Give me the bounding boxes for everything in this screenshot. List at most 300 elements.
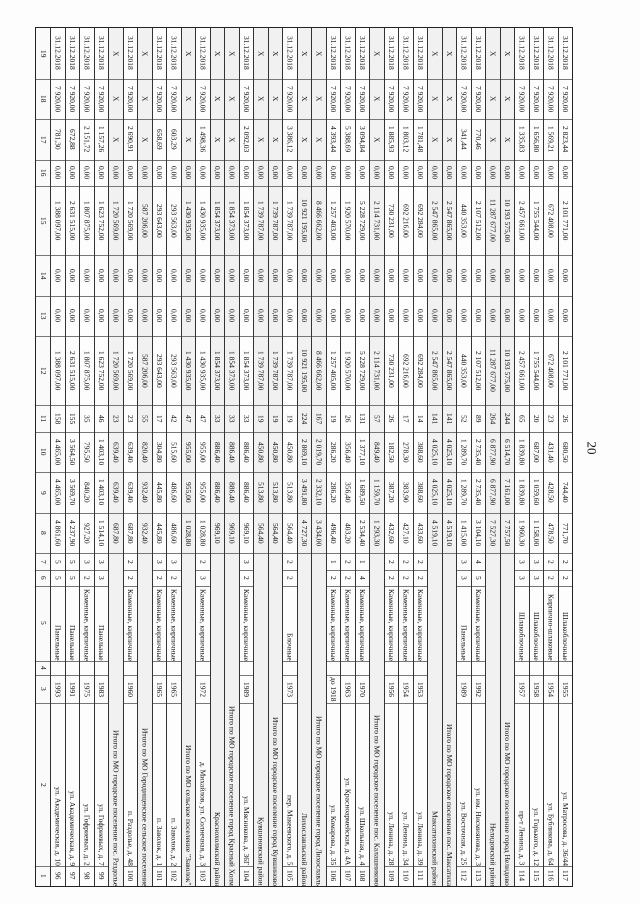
table-cell: 0,00 xyxy=(53,309,63,323)
table-cell: 7 920,00 xyxy=(169,85,179,113)
cell-divider xyxy=(254,513,268,514)
cell-divider xyxy=(370,432,384,433)
table-cell: 2 xyxy=(561,559,571,564)
cell-divider xyxy=(254,432,268,433)
table-cell: 31.12.2018 xyxy=(387,36,397,71)
address-cell: ул. Ленина, д. 28 xyxy=(387,812,397,866)
table-cell: 770,46 xyxy=(474,129,484,150)
cell-divider xyxy=(341,255,355,256)
cell-divider xyxy=(399,586,413,587)
cell-divider xyxy=(240,405,254,406)
cell-divider xyxy=(341,186,355,187)
summary-row xyxy=(442,28,457,886)
cell-divider xyxy=(95,336,109,337)
cell-divider xyxy=(66,570,80,571)
cell-divider xyxy=(240,79,254,80)
table-cell: 0,00 xyxy=(445,166,455,180)
table-cell: 0,00 xyxy=(430,166,440,180)
table-cell: 0,00 xyxy=(242,166,252,180)
cell-divider xyxy=(283,472,297,473)
cell-divider xyxy=(66,553,80,554)
table-cell: 5 xyxy=(53,559,63,564)
table-cell: Шлакоблочные xyxy=(532,612,542,661)
table-cell: 1 839,80 xyxy=(517,438,527,466)
table-cell: 932,40 xyxy=(140,522,150,544)
cell-divider xyxy=(95,119,109,120)
cell-divider xyxy=(196,119,210,120)
table-cell: 0,00 xyxy=(343,309,353,323)
table-cell: 1 739 787,00 xyxy=(285,200,295,241)
cell-divider xyxy=(240,296,254,297)
table-cell: 31.12.2018 xyxy=(53,36,63,71)
cell-divider xyxy=(124,513,138,514)
table-cell xyxy=(515,661,529,675)
cell-divider xyxy=(66,675,80,676)
cell-divider xyxy=(312,255,326,256)
table-cell: 0,00 xyxy=(503,309,513,323)
table-cell: 182,50 xyxy=(387,441,397,463)
cell-divider xyxy=(399,79,413,80)
table-cell: 639,40 xyxy=(111,482,121,503)
cell-divider xyxy=(225,432,239,433)
table-cell: 1957 xyxy=(517,681,527,697)
table-cell: 0,00 xyxy=(82,268,92,283)
cell-divider xyxy=(283,405,297,406)
cell-divider xyxy=(399,296,413,297)
table-cell: 7 920,00 xyxy=(198,85,208,113)
cell-divider xyxy=(515,160,529,161)
table-cell: 795,50 xyxy=(82,441,92,463)
table-cell: X xyxy=(271,96,281,102)
cell-divider xyxy=(428,160,442,161)
cell-divider xyxy=(501,472,515,473)
table-cell: 603,29 xyxy=(169,129,179,150)
cell-divider xyxy=(457,661,471,662)
table-cell: 1 569,21 xyxy=(546,126,556,153)
cell-divider xyxy=(283,703,297,704)
table-cell: 0,00 xyxy=(401,166,411,180)
table-cell: X xyxy=(271,136,281,143)
address-cell: ул. Бубликова, д. 64 xyxy=(546,803,556,866)
table-cell: 4 519,10 xyxy=(445,519,455,547)
cell-divider xyxy=(501,186,515,187)
table-cell: 112 xyxy=(459,870,469,882)
table-cell: 431,40 xyxy=(546,441,556,463)
table-cell xyxy=(341,661,355,675)
table-cell: 33 xyxy=(227,414,237,423)
cell-divider xyxy=(153,675,167,676)
cell-divider xyxy=(225,513,239,514)
cell-divider xyxy=(66,432,80,433)
table-cell: X xyxy=(184,50,194,57)
table-cell: 1 920 570,00 xyxy=(343,351,353,391)
cell-divider xyxy=(36,186,50,187)
table-cell: 1 839,80 xyxy=(517,479,527,506)
cell-divider xyxy=(240,119,254,120)
table-cell: 356,40 xyxy=(343,441,353,463)
cell-divider xyxy=(240,513,254,514)
cell-divider xyxy=(370,255,384,256)
table-cell xyxy=(399,661,413,675)
cell-divider xyxy=(109,255,123,256)
table-cell: 383,90 xyxy=(401,482,411,503)
cell-divider xyxy=(559,119,573,120)
address-cell: ул. Гофриевых, д. 7 xyxy=(97,804,107,866)
cell-divider xyxy=(356,675,370,676)
table-cell: 687,00 xyxy=(532,441,542,463)
table-cell: 2 332,10 xyxy=(314,479,324,506)
table-cell: 0,00 xyxy=(343,166,353,180)
address-cell: п. Заволок, д. 1 xyxy=(155,817,165,866)
cell-divider xyxy=(530,405,544,406)
cell-divider xyxy=(225,472,239,473)
table-cell: 0,00 xyxy=(358,166,368,180)
cell-divider xyxy=(515,553,529,554)
cell-divider xyxy=(51,405,65,406)
table-cell: 1954 xyxy=(546,681,556,697)
cell-divider xyxy=(109,296,123,297)
cell-divider xyxy=(283,119,297,120)
table-cell: 33 xyxy=(213,414,223,423)
cell-divider xyxy=(80,472,94,473)
cell-divider xyxy=(486,186,500,187)
cell-divider xyxy=(196,186,210,187)
cell-divider xyxy=(385,553,399,554)
cell-divider xyxy=(399,570,413,571)
column-number: 10 xyxy=(38,448,48,456)
table-cell: 3 386,12 xyxy=(285,126,295,153)
cell-divider xyxy=(36,119,50,120)
table-cell: 2 547 865,00 xyxy=(430,200,440,241)
cell-divider xyxy=(515,336,529,337)
cell-divider xyxy=(385,866,399,867)
cell-divider xyxy=(240,186,254,187)
table-cell: 2 107 512,00 xyxy=(474,351,484,391)
table-cell: X xyxy=(430,96,440,102)
cell-divider xyxy=(80,661,94,662)
summary-label: Итого по МО городское поселение город Кувшиново xyxy=(271,717,281,886)
table-row xyxy=(384,28,399,886)
table-cell: X xyxy=(488,136,498,143)
table-cell: 99 xyxy=(97,872,107,880)
table-cell: 0,00 xyxy=(517,268,527,283)
table-cell: 440 353,00 xyxy=(459,203,469,238)
summary-label: Итого по МО городское поселение город Лихославль xyxy=(314,716,324,886)
table-cell: 4 519,10 xyxy=(430,519,440,547)
cell-divider xyxy=(559,661,573,662)
table-cell: 1954 xyxy=(401,681,411,697)
table-cell: 1 803,12 xyxy=(401,126,411,153)
table-cell: 639,40 xyxy=(126,441,136,463)
column-number: 14 xyxy=(38,271,48,280)
table-row xyxy=(413,28,428,886)
table-cell: 2 xyxy=(416,575,426,580)
cell-divider xyxy=(36,432,50,433)
table-cell: 2 869,10 xyxy=(300,438,310,466)
summary-row xyxy=(485,28,500,886)
cell-divider xyxy=(327,866,341,867)
table-cell: 0,00 xyxy=(314,268,324,283)
cell-divider xyxy=(269,296,283,297)
cell-divider xyxy=(51,186,65,187)
table-cell: 5 388,69 xyxy=(343,126,353,153)
cell-divider xyxy=(559,186,573,187)
table-cell: 141 xyxy=(430,412,440,425)
cell-divider xyxy=(153,79,167,80)
table-cell: 23 xyxy=(546,414,556,423)
table-cell: 5 xyxy=(53,575,63,580)
table-cell: 111 xyxy=(416,870,426,882)
table-cell: 47 xyxy=(198,414,208,423)
table-cell: 687,80 xyxy=(111,522,121,544)
cell-divider xyxy=(211,119,225,120)
summary-label: Итого по МО городское поселение пос. Раздолье xyxy=(111,729,121,886)
cell-divider xyxy=(515,703,529,704)
cell-divider xyxy=(167,432,181,433)
cell-divider xyxy=(66,661,80,662)
cell-divider xyxy=(501,119,515,120)
table-cell: 1 960,30 xyxy=(517,519,527,547)
table-cell: 0,00 xyxy=(300,268,310,283)
cell-divider xyxy=(124,675,138,676)
cell-divider xyxy=(95,472,109,473)
table-cell: X xyxy=(488,50,498,57)
cell-divider xyxy=(501,336,515,337)
cell-divider xyxy=(124,570,138,571)
cell-divider xyxy=(428,513,442,514)
cell-divider xyxy=(124,119,138,120)
cell-divider xyxy=(327,405,341,406)
table-cell: 0,00 xyxy=(155,309,165,323)
table-cell: 1 854 373,00 xyxy=(227,200,237,241)
table-cell: 0,00 xyxy=(517,309,527,323)
cell-divider xyxy=(167,296,181,297)
table-cell: X xyxy=(488,96,498,102)
table-cell: 1 885,93 xyxy=(387,126,397,153)
table-cell: 0,00 xyxy=(285,166,295,180)
table-cell: 0,00 xyxy=(285,268,295,283)
column-number: 19 xyxy=(38,49,48,58)
summary-label: Итого по МО сельское поселение "Заволок" xyxy=(184,745,194,886)
table-cell: 2 xyxy=(285,575,295,580)
table-cell: Панельные xyxy=(53,625,63,661)
table-cell: 286,20 xyxy=(329,441,339,463)
table-cell: 0,00 xyxy=(198,309,208,323)
cell-divider xyxy=(443,432,457,433)
table-cell: 3 xyxy=(532,559,542,564)
cell-divider xyxy=(182,160,196,161)
cell-divider xyxy=(443,296,457,297)
table-cell: 0,00 xyxy=(242,309,252,323)
table-cell: Каменные, кирпичные xyxy=(198,588,208,661)
table-cell: 515,60 xyxy=(169,441,179,463)
table-row xyxy=(529,28,544,886)
column-number: 18 xyxy=(38,95,48,103)
cell-divider xyxy=(457,432,471,433)
cell-divider xyxy=(544,255,558,256)
table-cell xyxy=(559,661,573,675)
cell-divider xyxy=(95,703,109,704)
table-cell: 0,00 xyxy=(401,309,411,323)
table-cell: 486,60 xyxy=(169,482,179,503)
table-cell: 113 xyxy=(474,870,484,882)
table-cell xyxy=(240,661,254,675)
cell-divider xyxy=(95,661,109,662)
cell-divider xyxy=(124,432,138,433)
table-cell: 1 403,10 xyxy=(97,438,107,466)
cell-divider xyxy=(254,472,268,473)
cell-divider xyxy=(385,472,399,473)
cell-divider xyxy=(298,432,312,433)
cell-divider xyxy=(399,255,413,256)
table-cell: 31.12.2018 xyxy=(546,36,556,71)
cell-divider xyxy=(283,661,297,662)
cell-divider xyxy=(138,472,152,473)
table-cell: 31.12.2018 xyxy=(561,36,571,71)
table-cell: 117 xyxy=(561,870,571,882)
table-cell: 0,00 xyxy=(488,166,498,180)
cell-divider xyxy=(124,472,138,473)
table-cell xyxy=(457,661,471,675)
cell-divider xyxy=(298,160,312,161)
cell-divider xyxy=(385,336,399,337)
cell-divider xyxy=(559,675,573,676)
table-cell: 264 xyxy=(488,412,498,425)
cell-divider xyxy=(109,336,123,337)
table-cell: X xyxy=(445,96,455,102)
cell-divider xyxy=(240,675,254,676)
cell-divider xyxy=(211,472,225,473)
table-cell: 0,00 xyxy=(140,309,150,323)
table-cell: 496,40 xyxy=(329,522,339,544)
cell-divider xyxy=(327,79,341,80)
cell-divider xyxy=(80,432,94,433)
cell-divider xyxy=(486,336,500,337)
table-cell: 7 920,00 xyxy=(387,85,397,113)
table-cell: 10 193 575,00 xyxy=(503,349,513,393)
table-cell: Каменные, кирпичные xyxy=(169,588,179,661)
table-cell xyxy=(327,661,341,675)
cell-divider xyxy=(530,255,544,256)
table-cell: 0,00 xyxy=(546,166,556,180)
table-cell: X xyxy=(314,136,324,143)
table-cell xyxy=(66,661,80,675)
cell-divider xyxy=(254,296,268,297)
cell-divider xyxy=(544,553,558,554)
cell-divider xyxy=(414,586,428,587)
cell-divider xyxy=(283,336,297,337)
table-cell: X xyxy=(184,136,194,143)
cell-divider xyxy=(182,336,196,337)
address-cell: ул. Гофриевых, д. 2 xyxy=(82,804,92,866)
table-cell: 1 720 569,00 xyxy=(126,200,136,241)
table-cell: 820,40 xyxy=(140,441,150,463)
cell-divider xyxy=(472,186,486,187)
cell-divider xyxy=(254,186,268,187)
cell-divider xyxy=(544,866,558,867)
cell-divider xyxy=(124,79,138,80)
cell-divider xyxy=(501,432,515,433)
table-cell: 1 854 373,00 xyxy=(213,351,223,391)
cell-divider xyxy=(124,586,138,587)
cell-divider xyxy=(559,866,573,867)
table-cell: 886,40 xyxy=(242,441,252,463)
cell-divider xyxy=(312,296,326,297)
cell-divider xyxy=(66,586,80,587)
table-cell: 0,00 xyxy=(155,268,165,283)
table-row xyxy=(152,28,167,886)
cell-divider xyxy=(153,405,167,406)
table-cell: 2 xyxy=(546,559,556,564)
column-number: 11 xyxy=(38,414,48,423)
table-cell: 31.12.2018 xyxy=(329,36,339,71)
table-cell: 433,60 xyxy=(416,522,426,544)
table-cell: 0,00 xyxy=(532,268,542,283)
cell-divider xyxy=(414,661,428,662)
cell-divider xyxy=(443,119,457,120)
cell-divider xyxy=(95,296,109,297)
summary-label: Итого по МО городское поселение пос. Калашниково xyxy=(372,714,382,886)
cell-divider xyxy=(283,513,297,514)
cell-divider xyxy=(80,703,94,704)
cell-divider xyxy=(167,553,181,554)
table-cell: 1 289,70 xyxy=(459,438,469,466)
cell-divider xyxy=(36,661,50,662)
cell-divider xyxy=(312,79,326,80)
table-cell: 31.12.2018 xyxy=(126,36,136,71)
table-cell: 428,50 xyxy=(546,482,556,503)
cell-divider xyxy=(414,553,428,554)
table-cell: 2 xyxy=(387,575,397,580)
summary-row xyxy=(500,28,515,886)
cell-divider xyxy=(182,513,196,514)
cell-divider xyxy=(530,586,544,587)
table-cell: 639,40 xyxy=(111,441,121,463)
cell-divider xyxy=(414,255,428,256)
table-cell: 0,00 xyxy=(329,309,339,323)
table-cell: 1 720 569,00 xyxy=(111,200,121,241)
cell-divider xyxy=(167,586,181,587)
cell-divider xyxy=(327,553,341,554)
table-cell: 0,00 xyxy=(416,268,426,283)
cell-divider xyxy=(66,472,80,473)
cell-divider xyxy=(254,160,268,161)
cell-divider xyxy=(124,553,138,554)
table-cell: 445,80 xyxy=(155,482,165,503)
cell-divider xyxy=(327,703,341,704)
cell-divider xyxy=(211,186,225,187)
table-cell: 0,00 xyxy=(68,268,78,283)
table-cell xyxy=(283,661,297,675)
table-cell: 2 101 771,00 xyxy=(561,351,571,391)
table-cell xyxy=(80,661,94,675)
table-cell: 886,40 xyxy=(242,482,252,503)
cell-divider xyxy=(153,661,167,662)
table-cell: 0,00 xyxy=(227,268,237,283)
cell-divider xyxy=(312,186,326,187)
table-cell: 0,00 xyxy=(503,166,513,180)
cell-divider xyxy=(472,570,486,571)
table-cell: 2 631 515,00 xyxy=(68,351,78,391)
cell-divider xyxy=(544,79,558,80)
cell-divider xyxy=(95,255,109,256)
cell-divider xyxy=(95,160,109,161)
cell-divider xyxy=(457,186,471,187)
table-cell: 103 xyxy=(198,870,208,882)
table-cell: 26 xyxy=(387,414,397,423)
table-cell: 564,40 xyxy=(256,522,266,544)
cell-divider xyxy=(138,513,152,514)
